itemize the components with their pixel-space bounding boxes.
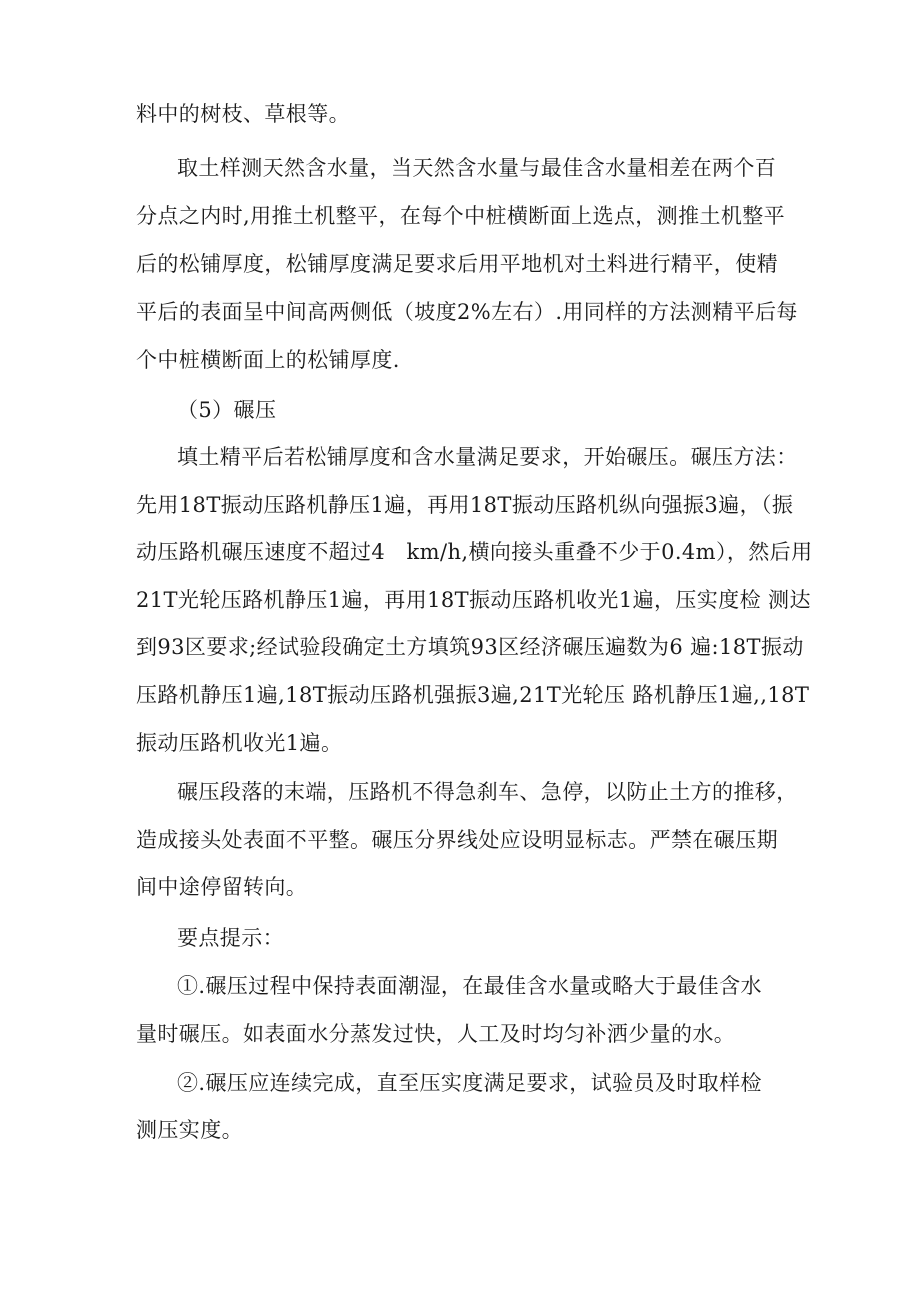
text-line: 造成接头处表面不平整。碾压分界线处应设明显标志。严禁在碾压期 <box>136 828 778 852</box>
text-line: 先用18T振动压路机静压1遍，再用18T振动压路机纵向强振3遍，（振 <box>136 493 794 517</box>
text-line: ①.碾压过程中保持表面潮湿，在最佳含水量或略大于最佳含水 <box>177 974 762 998</box>
text-line: 平后的表面呈中间高两侧低（坡度2%左右）.用同样的方法测精平后每 <box>136 300 798 324</box>
text-line: 量时碾压。如表面水分蒸发过快，人工及时均匀补洒少量的水。 <box>136 1022 736 1046</box>
text-line: 振动压路机收光1遍。 <box>136 731 343 755</box>
text-line: 填土精平后若松铺厚度和含水量满足要求，开始碾压。碾压方法： <box>177 445 798 469</box>
text-line: 测压实度。 <box>136 1118 243 1142</box>
text-line: ②.碾压应连续完成，直至压实度满足要求，试验员及时取样检 <box>177 1071 762 1095</box>
text-line: 料中的树枝、草根等。 <box>136 102 350 126</box>
text-line: 碾压段落的末端，压路机不得急刹车、急停，以防止土方的推移， <box>177 780 798 804</box>
tips-heading: 要点提示： <box>177 926 284 950</box>
text-line: 间中途停留转向。 <box>136 875 308 899</box>
text-line: 个中桩横断面上的松铺厚度. <box>136 348 400 372</box>
text-line: 压路机静压1遍,18T振动压路机强振3遍,21T光轮压 路机静压1遍,,18T <box>136 683 810 707</box>
text-line: 动压路机碾压速度不超过4 km/h,横向接头重叠不少于0.4m），然后用 <box>136 540 813 564</box>
text-line: 分点之内时,用推土机整平，在每个中桩横断面上选点，测推土机整平 <box>136 204 786 228</box>
text-line: 到93区要求;经试验段确定土方填筑93区经济碾压遍数为6 遍:18T振动 <box>136 635 804 659</box>
section-heading: （5）碾压 <box>177 398 277 422</box>
text-line: 后的松铺厚度，松铺厚度满足要求后用平地机对土料进行精平，使精 <box>136 252 778 276</box>
text-line: 21T光轮压路机静压1遍，再用18T振动压路机收光1遍，压实度检 测达 <box>136 588 811 612</box>
text-line: 取土样测天然含水量，当天然含水量与最佳含水量相差在两个百 <box>177 156 777 180</box>
